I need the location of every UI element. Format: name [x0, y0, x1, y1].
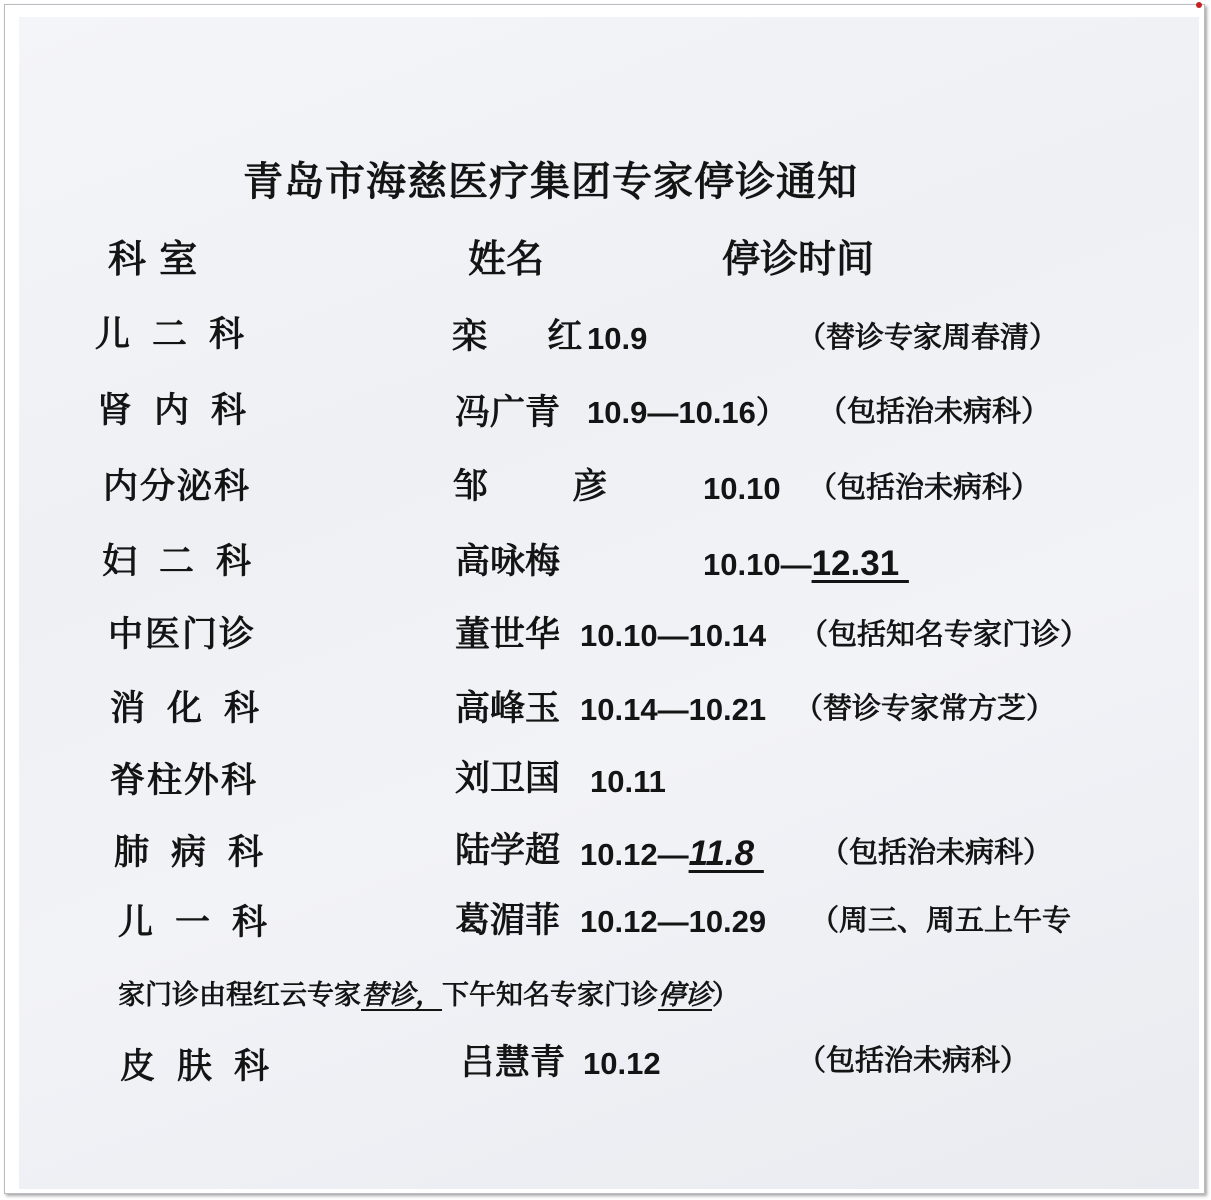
continuation-substitute: 替诊， [361, 980, 442, 1011]
row-time [703, 546, 909, 581]
row-department: 肾内科 [97, 391, 269, 431]
row-name: 董世华 [455, 615, 561, 655]
row-time-end-underlined: 12.31 [811, 544, 909, 583]
row-department: 妇二科 [102, 542, 274, 582]
row-department: 肺病科 [114, 833, 286, 873]
row-time-end-underlined: 11.8 [688, 834, 764, 873]
continuation-text: 下午知名专家门诊 [442, 980, 658, 1011]
row-department: 皮肤科 [120, 1047, 292, 1087]
row-department: 脊柱外科 [110, 761, 259, 801]
continuation-text: 家门诊由程红云专家 [118, 980, 361, 1011]
row-name: 葛湄菲 [455, 901, 561, 941]
row-note: （包括治未病科） [820, 835, 1053, 869]
header-department: 科 室 [108, 237, 198, 281]
row-time: 10.12 [583, 1046, 661, 1081]
page-title: 青岛市海慈医疗集团专家停诊通知 [243, 159, 858, 205]
row-department: 消化科 [110, 689, 282, 729]
row-time: 10.14—10.21 [580, 692, 767, 727]
row-note: （包括治未病科） [818, 394, 1051, 428]
row-time-start: 10.10— [703, 547, 812, 582]
row-time [580, 836, 764, 871]
continuation-text: ） [712, 980, 739, 1011]
row-name: 冯广青 [455, 393, 561, 433]
row-time: 10.11 [590, 764, 666, 799]
header-time: 停诊时间 [722, 237, 875, 281]
row-time: 10.10—10.14 [580, 618, 767, 653]
row-time-start: 10.12— [580, 837, 689, 872]
row-time: 10.9 [587, 321, 648, 356]
row-name: 高咏梅 [455, 542, 561, 582]
row-time: 10.10 [703, 471, 781, 506]
row-note: （包括治未病科） [808, 470, 1041, 504]
row-department: 中医门诊 [108, 615, 257, 655]
continuation-suspended: 停诊 [658, 980, 712, 1011]
row-name: 吕慧青 [460, 1043, 566, 1083]
header-name: 姓名 [468, 237, 545, 281]
row-department: 内分泌科 [103, 467, 252, 507]
row-note: （周三、周五上午专 [810, 903, 1072, 937]
row-note: （替诊专家常方芝） [794, 691, 1056, 725]
row-name: 高峰玉 [455, 689, 561, 729]
continuation-line [118, 982, 739, 1009]
row-note: （包括知名专家门诊） [799, 617, 1090, 651]
row-time: 10.9—10.16） [587, 395, 787, 430]
row-name: 刘卫国 [455, 759, 561, 799]
row-time: 10.12—10.29 [580, 904, 767, 939]
row-department: 儿二科 [95, 315, 267, 355]
row-note: （包括治未病科） [797, 1043, 1030, 1077]
corner-pin-icon [1196, 2, 1202, 8]
row-department: 儿一科 [118, 903, 290, 943]
row-note: （替诊专家周春清） [797, 320, 1059, 354]
row-name: 邹 彦 [453, 467, 608, 507]
row-name: 陆学超 [455, 831, 561, 871]
row-name: 栾 红 [452, 317, 583, 357]
